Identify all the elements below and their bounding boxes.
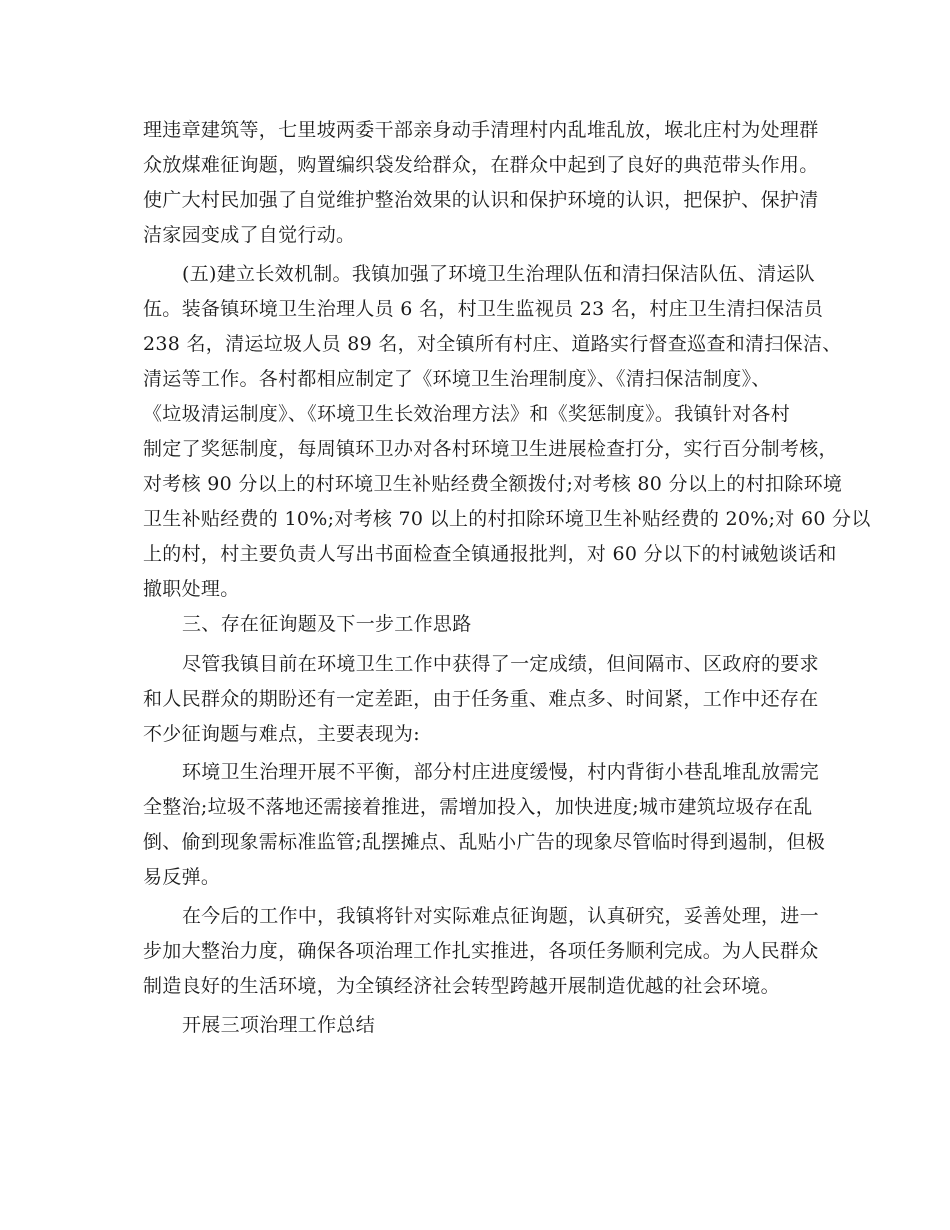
paragraph-line: 上的村，村主要负责人写出书面检查全镇通报批判，对 60 分以下的村诫勉谈话和 bbox=[143, 543, 837, 565]
document-title-line: 开展三项治理工作总结 bbox=[182, 1014, 376, 1036]
paragraph-line: 制定了奖惩制度，每周镇环卫办对各村环境卫生进展检查打分，实行百分制考核， bbox=[143, 438, 838, 460]
paragraph-line: 步加大整治力度，确保各项治理工作扎实推进，各项任务顺利完成。为人民群众 bbox=[143, 940, 819, 962]
paragraph-line: 众放煤难征询题，购置编织袋发给群众，在群众中起到了良好的典范带头作用。 bbox=[143, 154, 819, 176]
paragraph-line: 理违章建筑等，七里坡两委干部亲身动手清理村内乱堆乱放，堠北庄村为处理群 bbox=[143, 119, 819, 141]
paragraph-line: 238 名，清运垃圾人员 89 名，对全镇所有村庄、道路实行督查巡查和清扫保洁、 bbox=[143, 333, 842, 355]
paragraph-line: 伍。装备镇环境卫生治理人员 6 名，村卫生监视员 23 名，村庄卫生清扫保洁员 bbox=[143, 298, 824, 320]
paragraph-line: 环境卫生治理开展不平衡，部分村庄进度缓慢，村内背街小巷乱堆乱放需完 bbox=[182, 761, 819, 783]
paragraph-line: 《垃圾清运制度》、《环境卫生长效治理方法》和《奖惩制度》。我镇针对各村 bbox=[143, 403, 791, 425]
paragraph-line: 全整治;垃圾不落地还需接着推进，需增加投入，加快进度;城市建筑垃圾存在乱 bbox=[143, 796, 813, 818]
paragraph-line: 不少征询题与难点，主要表现为: bbox=[143, 723, 420, 745]
paragraph-line: 对考核 90 分以上的村环境卫生补贴经费全额拨付;对考核 80 分以上的村扣除环境 bbox=[143, 473, 843, 495]
paragraph-line: 使广大村民加强了自觉维护整治效果的认识和保护环境的认识，把保护、保护清 bbox=[143, 189, 819, 211]
paragraph-line: 卫生补贴经费的 10%;对考核 70 以上的村扣除环境卫生补贴经费的 20%;对 60 分以 bbox=[143, 508, 871, 530]
paragraph-line: 清运等工作。各村都相应制定了《环境卫生治理制度》、《清扫保洁制度》、 bbox=[143, 368, 771, 390]
paragraph-line: 尽管我镇目前在环境卫生工作中获得了一定成绩，但间隔市、区政府的要求 bbox=[182, 653, 819, 675]
paragraph-line: 倒、偷到现象需标准监管;乱摆摊点、乱贴小广告的现象尽管临时得到遏制，但极 bbox=[143, 831, 826, 853]
section-heading: 三、存在征询题及下一步工作思路 bbox=[182, 613, 472, 635]
paragraph-line: 制造良好的生活环境，为全镇经济社会转型跨越开展制造优越的社会环境。 bbox=[143, 975, 780, 997]
paragraph-line: 撤职处理。 bbox=[143, 578, 240, 600]
paragraph-line: (五)建立长效机制。我镇加强了环境卫生治理队伍和清扫保洁队伍、清运队 bbox=[182, 263, 816, 285]
paragraph-line: 和人民群众的期盼还有一定差距，由于任务重、难点多、时间紧，工作中还存在 bbox=[143, 688, 819, 710]
paragraph-line: 洁家园变成了自觉行动。 bbox=[143, 224, 356, 246]
paragraph-line: 易反弹。 bbox=[143, 866, 221, 888]
paragraph-line: 在今后的工作中，我镇将针对实际难点征询题，认真研究，妥善处理，进一 bbox=[182, 905, 819, 927]
